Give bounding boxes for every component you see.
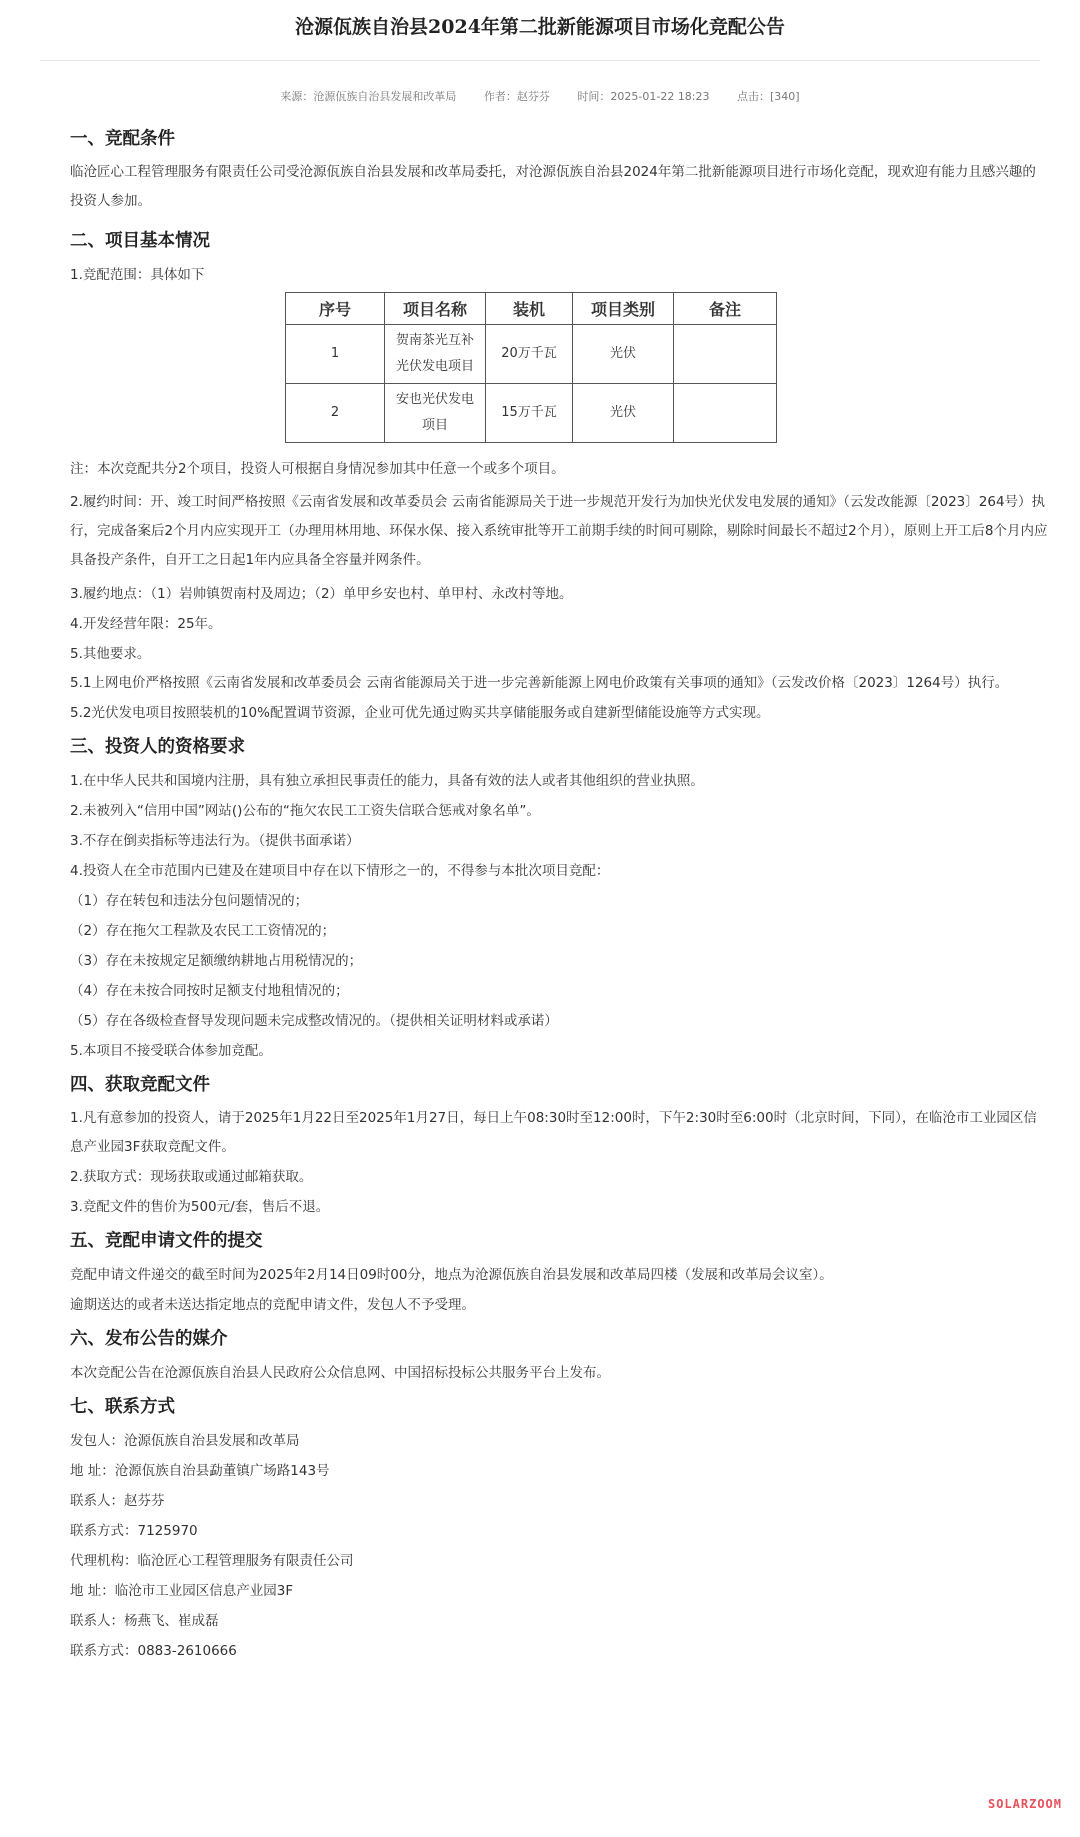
list-item: （3）存在未按规定足额缴纳耕地占用税情况的；	[70, 953, 363, 969]
table-header-cell: 装机	[486, 293, 573, 325]
contact-line: 联系人：赵芬芬	[70, 1493, 165, 1509]
project-table	[285, 292, 777, 443]
paragraph: 2.履约时间：开、竣工时间严格按照《云南省发展和改革委员会 云南省能源局关于进一步规范开发行为加快光伏发电发展的通知》（云发改能源〔2023〕264号）执行，完成备案后2个月内应实现开工（办理用林用地、环保水保、接入系统审批等开工前期手续的时间可剔除，剔除时间最长不超过2个月），原则上开工后8个月内应具备投产条件，自开工之日起1年内应具备全容量并网条件。	[70, 494, 1048, 568]
paragraph: 1.竞配范围：具体如下	[70, 267, 205, 283]
section-heading: 一、竞配条件	[70, 129, 175, 149]
table-row	[286, 325, 777, 384]
name-line: 安也光伏发电	[395, 392, 474, 407]
watermark-logo: SOLARZOOM	[987, 1797, 1062, 1811]
section-heading: 三、投资人的资格要求	[70, 737, 245, 757]
contact-line: 联系方式：7125970	[70, 1523, 198, 1539]
paragraph: 临沧匠心工程管理服务有限责任公司受沧源佤族自治县发展和改革局委托，对沧源佤族自治县2024年第二批新能源项目进行市场化竞配，现欢迎有能力且感兴趣的投资人参加。	[70, 164, 1036, 209]
table-cell-remark	[674, 384, 777, 443]
section-heading: 二、项目基本情况	[70, 231, 210, 251]
table-header-cell: 项目名称	[385, 293, 486, 325]
list-item: （5）存在各级检查督导发现问题未完成整改情况的。（提供相关证明材料或承诺）	[70, 1013, 558, 1029]
table-cell-no: 2	[286, 384, 385, 443]
table-cell-capacity: 20万千瓦	[486, 325, 573, 384]
name-line: 光伏发电项目	[395, 359, 474, 374]
section-heading: 四、获取竞配文件	[70, 1075, 210, 1095]
section-heading: 五、竞配申请文件的提交	[70, 1231, 263, 1251]
article-body	[70, 120, 1048, 1666]
paragraph: 4.投资人在全市范围内已建及在建项目中存在以下情形之一的，不得参与本批次项目竞配：	[70, 863, 610, 879]
contact-line: 地 址：沧源佤族自治县勐董镇广场路143号	[70, 1463, 330, 1479]
contact-line: 联系方式：0883-2610666	[70, 1643, 237, 1659]
meta-clicks: 点击：[340]	[737, 90, 800, 103]
paragraph: 5.2光伏发电项目按照装机的10%配置调节资源，企业可优先通过购买共享储能服务或自建新型储能设施等方式实现。	[70, 705, 770, 721]
meta-author: 作者：赵芬芬	[483, 90, 550, 103]
paragraph: 竞配申请文件递交的截至时间为2025年2月14日09时00分，地点为沧源佤族自治县发展和改革局四楼（发展和改革局会议室）。	[70, 1267, 833, 1283]
table-cell-capacity: 15万千瓦	[486, 384, 573, 443]
table-cell-type: 光伏	[573, 325, 674, 384]
paragraph: 本次竞配公告在沧源佤族自治县人民政府公众信息网、中国招标投标公共服务平台上发布。	[70, 1365, 610, 1381]
meta-time: 时间：2025-01-22 18:23	[577, 90, 710, 103]
project-table-wrap	[70, 292, 1048, 452]
table-cell-type: 光伏	[573, 384, 674, 443]
paragraph: 2.获取方式：现场获取或通过邮箱获取。	[70, 1169, 313, 1185]
list-item: （2）存在拖欠工程款及农民工工资情况的；	[70, 923, 336, 939]
page-title: 沧源佤族自治县2024年第二批新能源项目市场化竞配公告	[295, 16, 785, 38]
table-cell-no: 1	[286, 325, 385, 384]
contact-line: 地 址：临沧市工业园区信息产业园3F	[70, 1583, 294, 1599]
table-cell-remark	[674, 325, 777, 384]
title-divider	[40, 60, 1040, 61]
list-item: （1）存在转包和违法分包问题情况的；	[70, 893, 309, 909]
article-meta	[0, 88, 1080, 104]
table-row	[286, 384, 777, 443]
paragraph: 5.1上网电价严格按照《云南省发展和改革委员会 云南省能源局关于进一步完善新能源上网电价政策有关事项的通知》（云发改价格〔2023〕1264号）执行。	[70, 675, 1009, 691]
paragraph: 2.未被列入“信用中国”网站()公布的“拖欠农民工工资失信联合惩戒对象名单”。	[70, 803, 540, 819]
paragraph: 3.不存在倒卖指标等违法行为。（提供书面承诺）	[70, 833, 360, 849]
paragraph: 1.在中华人民共和国境内注册，具有独立承担民事责任的能力，具备有效的法人或者其他组织的营业执照。	[70, 773, 704, 789]
name-line: 贺南茶光互补	[395, 333, 474, 348]
contact-line: 代理机构：临沧匠心工程管理服务有限责任公司	[70, 1553, 354, 1569]
table-note: 注：本次竞配共分2个项目，投资人可根据自身情况参加其中任意一个或多个项目。	[70, 461, 565, 477]
table-header-cell: 序号	[286, 293, 385, 325]
paragraph: 1.凡有意参加的投资人，请于2025年1月22日至2025年1月27日，每日上午08:30时至12:00时，下午2:30时至6:00时（北京时间，下同），在临沧市工业园区信息产业园3F获取竞配文件。	[70, 1110, 1037, 1155]
list-item: （4）存在未按合同按时足额支付地租情况的；	[70, 983, 349, 999]
section-heading: 六、发布公告的媒介	[70, 1329, 228, 1349]
section-heading: 七、联系方式	[70, 1397, 175, 1417]
paragraph: 5.其他要求。	[70, 646, 151, 662]
table-header-cell: 项目类别	[573, 293, 674, 325]
paragraph: 3.履约地点：（1）岩帅镇贺南村及周边；（2）单甲乡安也村、单甲村、永改村等地。	[70, 586, 573, 602]
contact-line: 联系人：杨燕飞、崔成磊	[70, 1613, 219, 1629]
table-cell-name	[385, 384, 486, 443]
table-header-row	[286, 293, 777, 325]
meta-source: 来源：沧源佤族自治县发展和改革局	[280, 90, 457, 103]
table-header-cell: 备注	[674, 293, 777, 325]
paragraph: 逾期送达的或者未送达指定地点的竞配申请文件，发包人不予受理。	[70, 1297, 475, 1313]
name-line: 项目	[421, 418, 448, 433]
paragraph: 3.竞配文件的售价为500元/套，售后不退。	[70, 1199, 330, 1215]
table-cell-name	[385, 325, 486, 384]
contact-line: 发包人：沧源佤族自治县发展和改革局	[70, 1433, 300, 1449]
paragraph: 4.开发经营年限：25年。	[70, 616, 222, 632]
paragraph: 5.本项目不接受联合体参加竞配。	[70, 1043, 272, 1059]
